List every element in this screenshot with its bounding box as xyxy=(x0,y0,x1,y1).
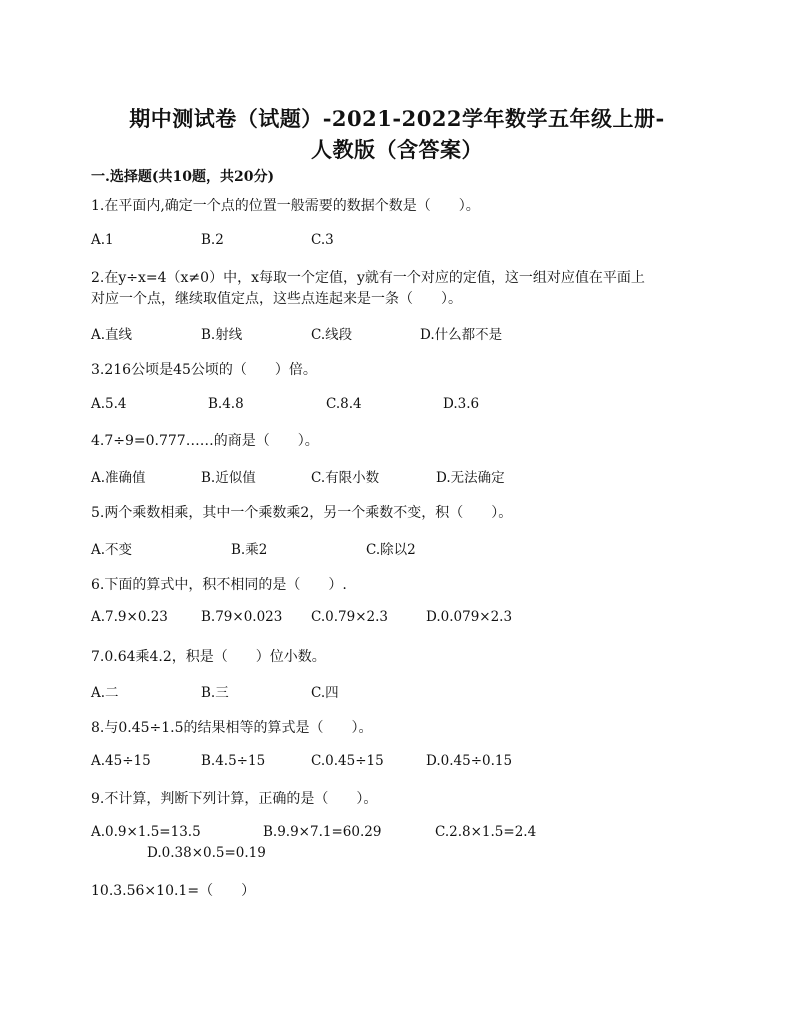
question-9-option-c: C.2.8×1.5=2.4 xyxy=(435,824,537,840)
question-1-option-b: B.2 xyxy=(201,232,224,248)
question-2-text-line-1: 2.在y÷x=4（x≠0）中，x每取一个定值，y就有一个对应的定值，这一组对应值在平面上 xyxy=(91,270,645,286)
question-7-text: 7.0.64乘4.2，积是（ ）位小数。 xyxy=(91,649,326,665)
question-6-option-c: C.0.79×2.3 xyxy=(311,609,388,625)
question-4-option-d: D.无法确定 xyxy=(436,470,505,486)
question-4-option-c: C.有限小数 xyxy=(311,470,380,486)
question-7-option-b: B.三 xyxy=(201,685,229,701)
question-4-text: 4.7÷9=0.777……的商是（ ）。 xyxy=(91,433,319,449)
document-title-line-1: 期中测试卷（试题）-2021-2022学年数学五年级上册- xyxy=(129,106,665,131)
question-6-option-b: B.79×0.023 xyxy=(201,609,283,625)
question-8-option-d: D.0.45÷0.15 xyxy=(426,753,513,769)
question-7-option-c: C.四 xyxy=(311,685,339,701)
question-1-text: 1.在平面内,确定一个点的位置一般需要的数据个数是（ ）。 xyxy=(91,198,480,214)
question-5-option-b: B.乘2 xyxy=(231,542,268,558)
section-heading: 一.选择题(共10题，共20分) xyxy=(91,169,275,185)
question-3-option-c: C.8.4 xyxy=(326,396,362,412)
question-6-option-d: D.0.079×2.3 xyxy=(426,609,513,625)
question-3-option-d: D.3.6 xyxy=(443,396,480,412)
question-5-option-a: A.不变 xyxy=(91,542,133,558)
question-1-option-a: A.1 xyxy=(91,232,114,248)
question-2-option-c: C.线段 xyxy=(311,327,353,343)
question-9-option-a: A.0.9×1.5=13.5 xyxy=(91,824,201,840)
question-3-option-b: B.4.8 xyxy=(208,396,244,412)
question-4-option-b: B.近似值 xyxy=(201,470,256,486)
question-6-text: 6.下面的算式中，积不相同的是（ ）. xyxy=(91,577,347,593)
question-5-option-c: C.除以2 xyxy=(366,542,416,558)
question-9-text: 9.不计算，判断下列计算，正确的是（ ）。 xyxy=(91,791,378,807)
question-2-option-b: B.射线 xyxy=(201,327,243,343)
question-4-option-a: A.准确值 xyxy=(91,470,146,486)
question-6-option-a: A.7.9×0.23 xyxy=(91,609,168,625)
question-8-option-b: B.4.5÷15 xyxy=(201,753,266,769)
question-2-option-d: D.什么都不是 xyxy=(420,327,503,343)
question-3-option-a: A.5.4 xyxy=(91,396,127,412)
question-8-option-a: A.45÷15 xyxy=(91,753,151,769)
question-3-text: 3.216公顷是45公顷的（ ）倍。 xyxy=(91,362,317,378)
question-2-option-a: A.直线 xyxy=(91,327,133,343)
question-7-option-a: A.二 xyxy=(91,685,119,701)
question-2-text-line-2: 对应一个点，继续取值定点，这些点连起来是一条（ ）。 xyxy=(91,291,462,307)
question-5-text: 5.两个乘数相乘，其中一个乘数乘2，另一个乘数不变，积（ ）。 xyxy=(91,505,513,521)
question-8-text: 8.与0.45÷1.5的结果相等的算式是（ ）。 xyxy=(91,720,373,736)
document-title-line-2: 人教版（含答案） xyxy=(311,137,483,162)
question-1-option-c: C.3 xyxy=(311,232,334,248)
question-9-option-d: D.0.38×0.5=0.19 xyxy=(147,845,266,861)
question-10-text: 10.3.56×10.1=（ ） xyxy=(91,883,256,899)
question-8-option-c: C.0.45÷15 xyxy=(311,753,384,769)
question-9-option-b: B.9.9×7.1=60.29 xyxy=(263,824,382,840)
